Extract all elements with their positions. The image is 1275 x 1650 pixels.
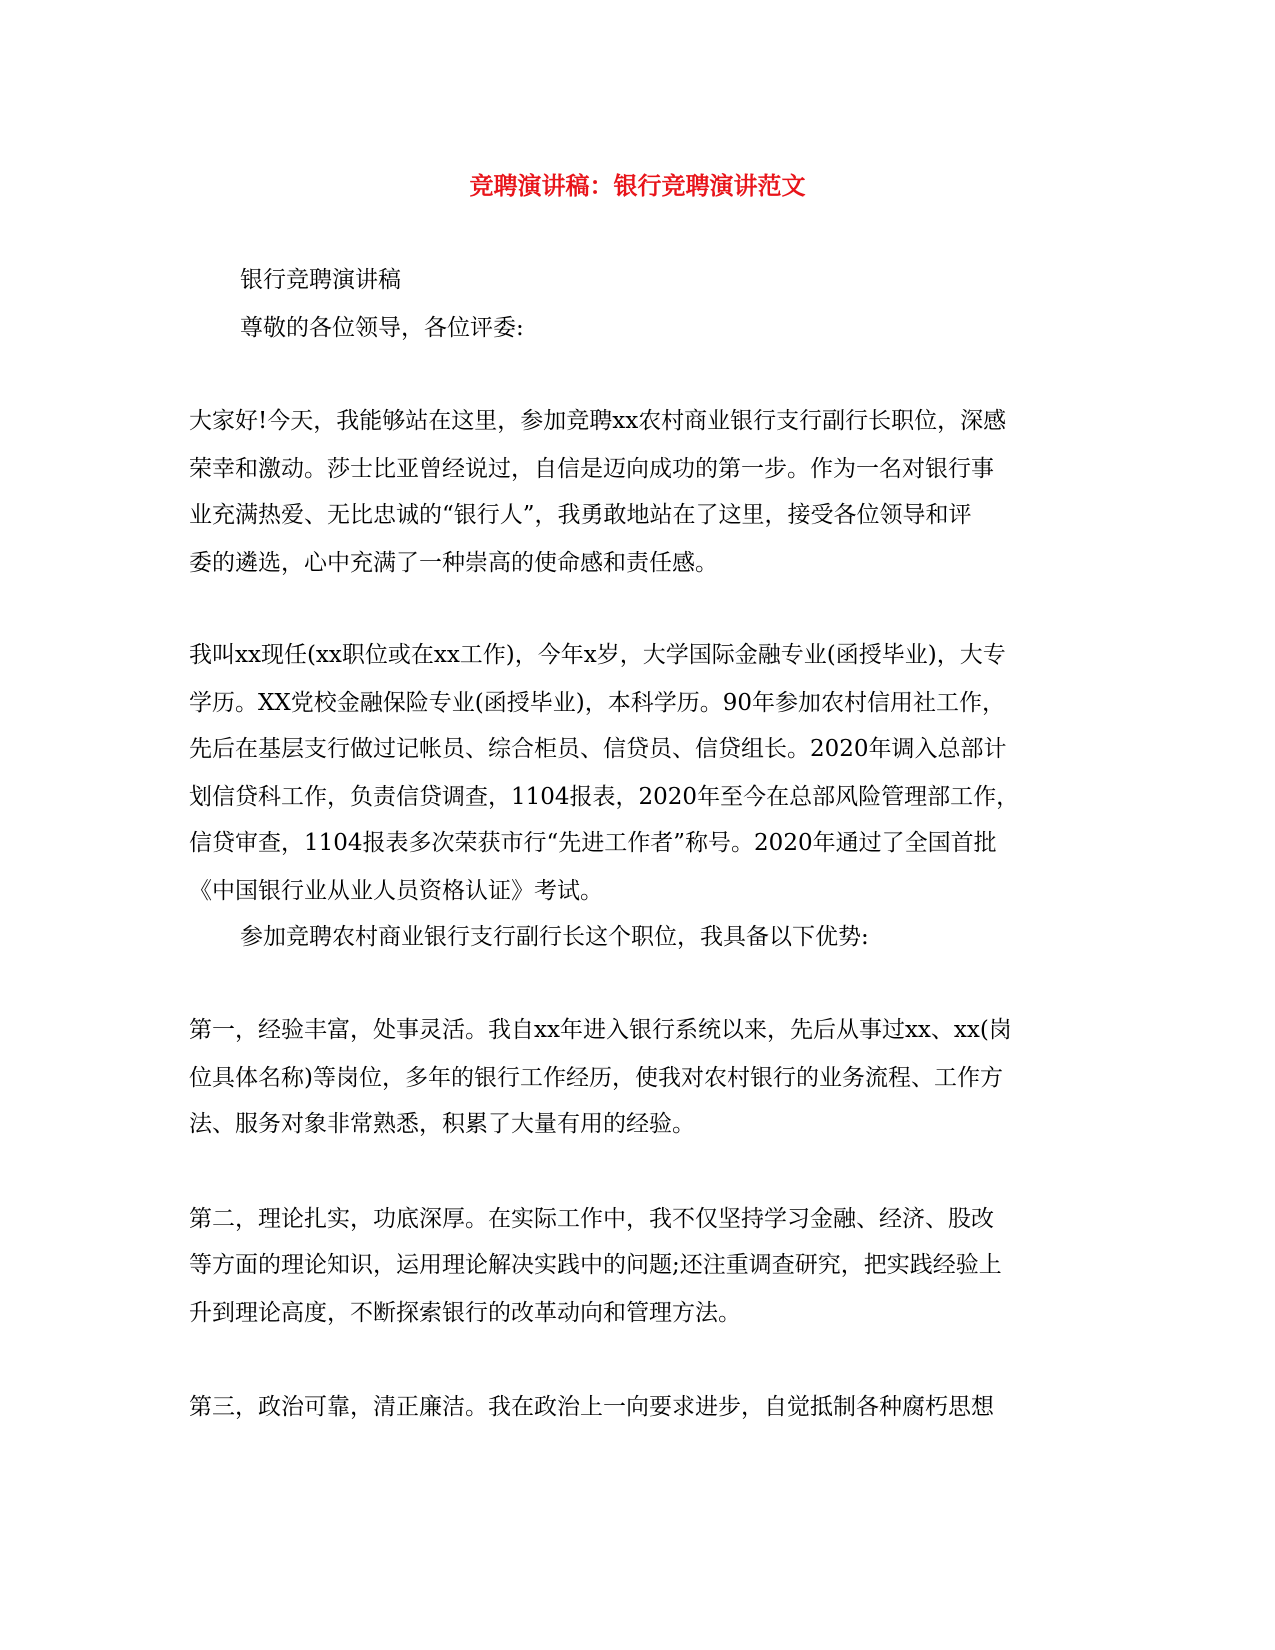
salutation-line: 尊敬的各位领导，各位评委: [240,315,524,341]
text-line: 委的遴选，心中充满了一种崇高的使命感和责任感。 [189,550,718,576]
text-line: 业充满热爱、无比忠诚的“银行人”，我勇敢地站在了这里，接受各位领导和评 [189,502,972,528]
text-line: 第一，经验丰富，处事灵活。我自xx年进入银行系统以来，先后从事过xx、xx(岗 [189,1017,1012,1043]
text-line: 第二，理论扎实，功底深厚。在实际工作中，我不仅坚持学习金融、经济、股改 [189,1206,994,1232]
text-line: 等方面的理论知识，运用理论解决实践中的问题;还注重调查研究，把实践经验上 [189,1252,1002,1278]
text-line: 我叫xx现任(xx职位或在xx工作)，今年x岁，大学国际金融专业(函授毕业)，大专 [189,642,1006,668]
text-line: 第三，政治可靠，清正廉洁。我在政治上一向要求进步，自觉抵制各种腐朽思想 [189,1394,994,1420]
text-line: 学历。XX党校金融保险专业(函授毕业)，本科学历。90年参加农村信用社工作， [189,690,1005,716]
text-line: 法、服务对象非常熟悉，积累了大量有用的经验。 [189,1111,695,1137]
text-line: 先后在基层支行做过记帐员、综合柜员、信贷员、信贷组长。2020年调入总部计 [189,736,1007,762]
text-line: 信贷审查，1104报表多次荣获市行“先进工作者”称号。2020年通过了全国首批 [189,830,997,856]
document-title: 竞聘演讲稿：银行竞聘演讲范文 [469,171,806,200]
text-line: 位具体名称)等岗位，多年的银行工作经历，使我对农村银行的业务流程、工作方 [189,1065,1003,1091]
text-line: 划信贷科工作，负责信贷调查，1104报表，2020年至今在总部风险管理部工作， [189,784,1020,810]
text-line: 升到理论高度，不断探索银行的改革动向和管理方法。 [189,1300,741,1326]
text-line: 《中国银行业从业人员资格认证》考试。 [189,878,603,904]
text-line: 荣幸和激动。莎士比亚曾经说过，自信是迈向成功的第一步。作为一名对银行事 [189,456,994,482]
subtitle-line: 银行竞聘演讲稿 [240,267,401,293]
text-line: 大家好!今天，我能够站在这里，参加竞聘xx农村商业银行支行副行长职位，深感 [189,408,1007,434]
text-line: 参加竞聘农村商业银行支行副行长这个职位，我具备以下优势: [240,924,869,950]
